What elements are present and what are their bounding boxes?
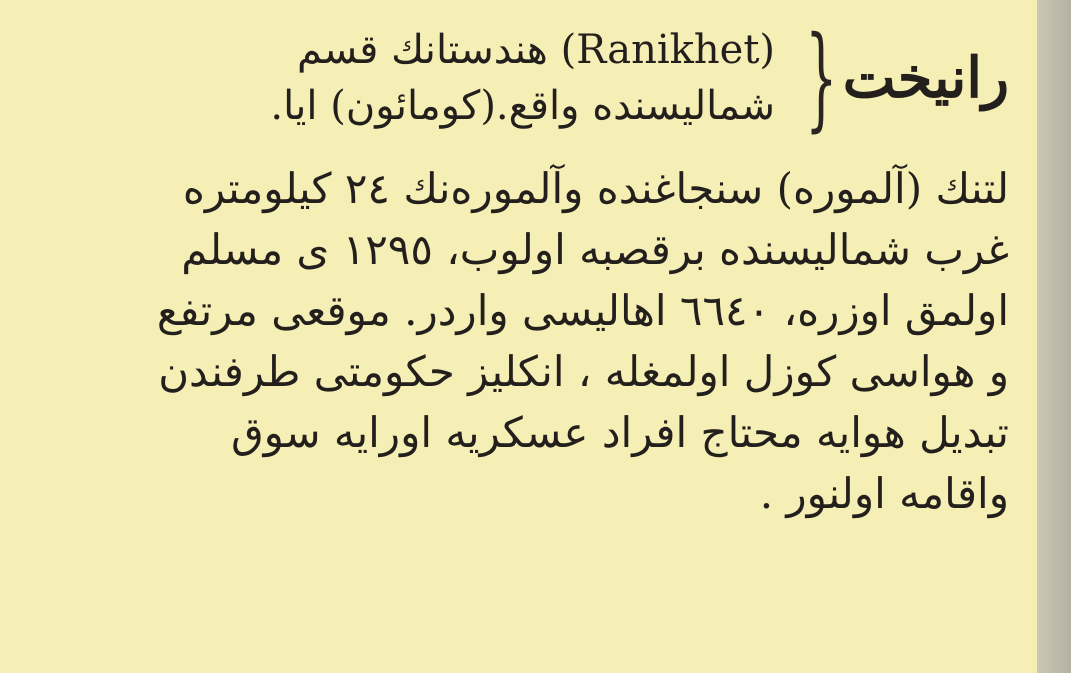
body-line: تبدیل هوایه محتاج افراد عسكریه اورایه سوق	[231, 408, 1009, 457]
entry-body	[36, 158, 1009, 524]
scan-page-edge	[1037, 0, 1071, 673]
latin-transliteration: Ranikhet	[576, 27, 760, 73]
body-line: غرب شمالیسنده برقصبه اولوب، ١٢٩٥ ی مسلم	[181, 225, 1009, 274]
gloss-paren-open: (	[759, 27, 775, 73]
body-line: اولمق اوزره، ٦٦٤٠ اهالیسی واردر. موقعی مرتفع	[156, 286, 1009, 335]
body-line: واقامه اولنور .	[759, 469, 1009, 518]
headword-gloss	[36, 22, 775, 134]
dictionary-entry	[30, 0, 1015, 673]
entry-header	[30, 8, 1015, 143]
brace-glyph: {	[804, 13, 837, 143]
headword: رانیخت	[842, 45, 1009, 111]
body-line: و هواسی كوزل اولمغله ، انكلیز حكومتی طرفندن	[158, 347, 1009, 396]
body-line: لتنك (آلموره) سنجاغنده وآلموره‌نك ٢٤ كیلومتره	[182, 164, 1009, 213]
gloss-line-1	[36, 22, 775, 78]
gloss-line-2: شمالیسنده واقع.(كومائون) ايا.	[270, 83, 775, 129]
gloss-text-1: ) هندستانك قسم	[296, 27, 577, 73]
